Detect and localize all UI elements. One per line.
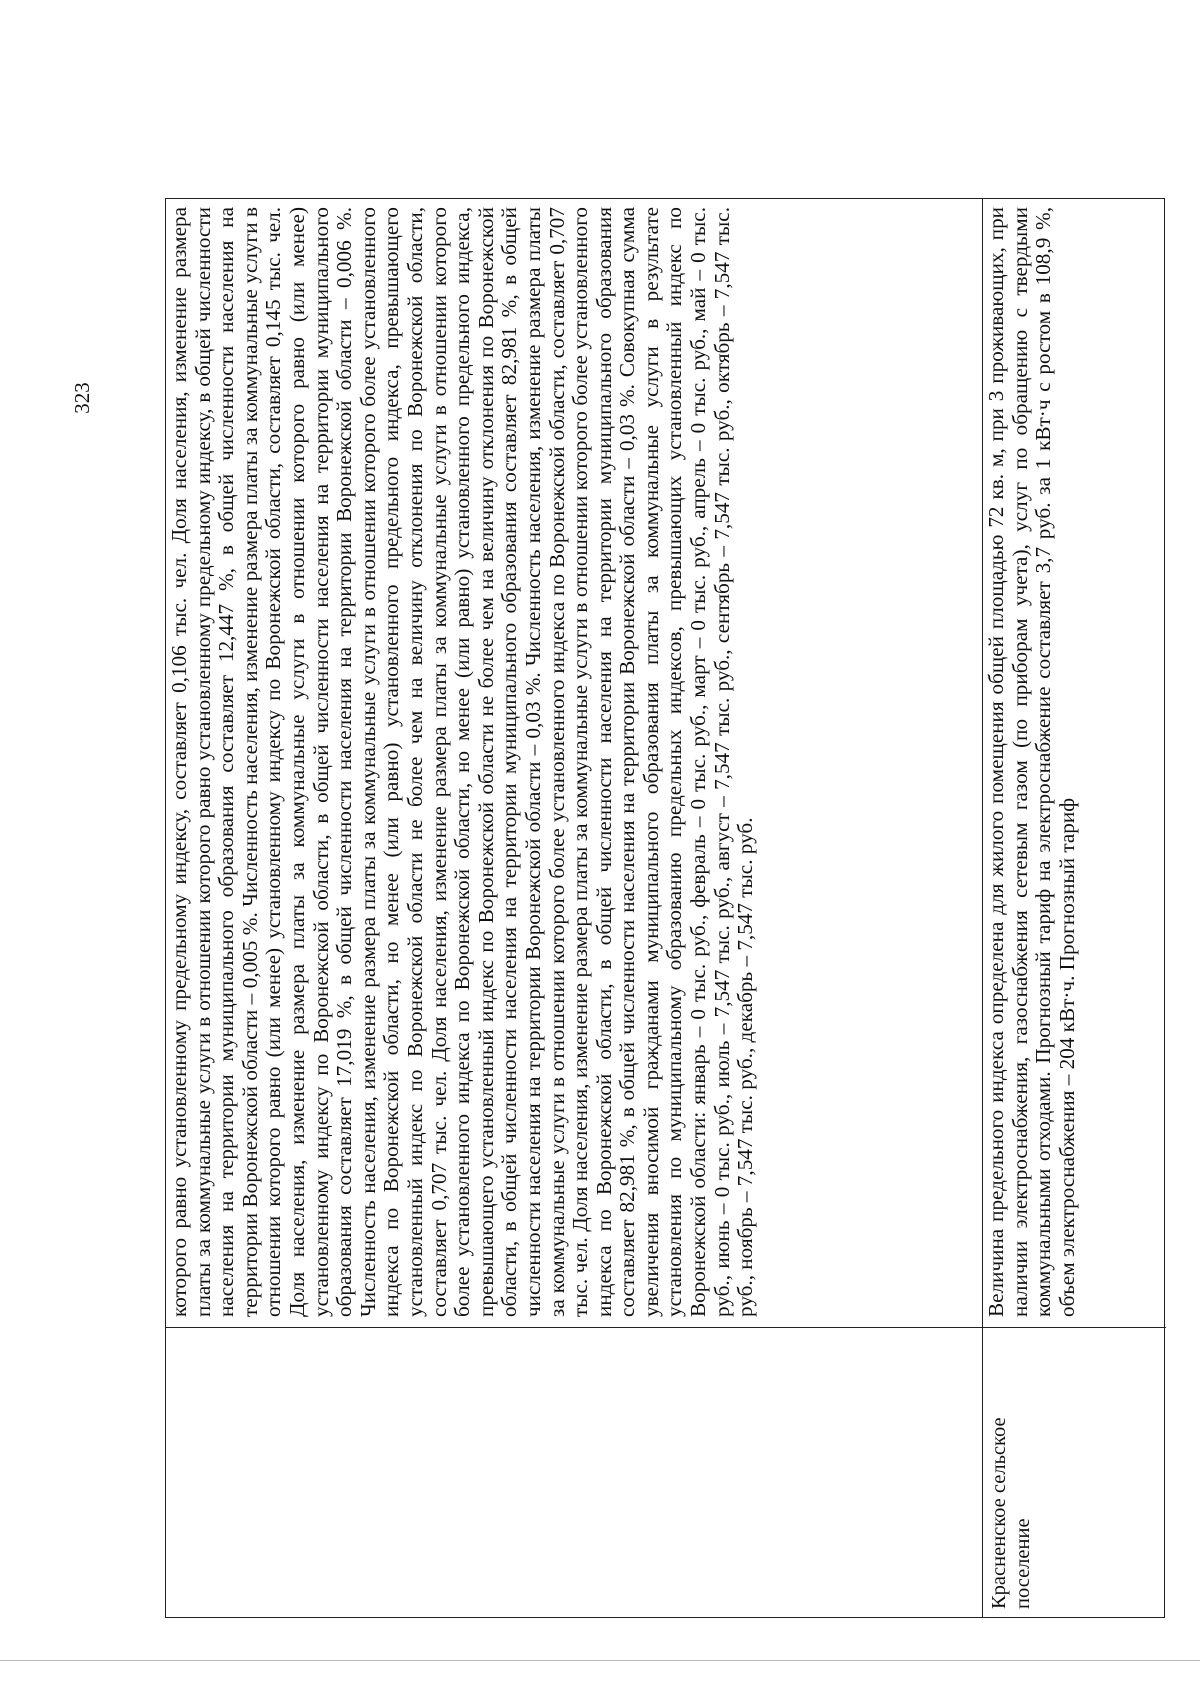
description-cell: Величина предельного индекса определена для жилого помещения общей площадью 72 кв. м, при 3 проживающих, при наличии электроснабжения, газоснабжения сетевым газом (по приборам учета), услуг по обращению с твердыми коммунальными отходами. Прогнозный тариф на электроснабжение составляет 3,7 руб. за 1 кВт·ч с ростом в 108,9 %, объем электроснабжения – 204 кВт·ч. Прогнозный тариф: [984, 207, 1079, 1317]
municipality-name-cell: Красненское сельское поселение: [983, 1327, 1166, 1617]
municipality-name-cell: [166, 1327, 982, 1617]
table-row: [983, 199, 1166, 1617]
data-table: [165, 198, 1165, 1618]
scan-edge-line: [0, 1660, 1200, 1661]
table-row: [166, 199, 983, 1617]
description-cell: которого равно установленному предельному индексу, составляет 0,106 тыс. чел. Доля населения, изменение размера платы за коммунальные услуги в отношении которого равно установленному предельному индексу, в общей численности населения на территории муниципального образования составляет 12,447 %, в общей численности населения на территории Воронежской области – 0,005 %. Численность населения, изменение размера платы за коммунальные услуги в отношении которого равно (или менее) установленному индексу по Воронежской области, составляет 0,145 тыс. чел. Доля населения, изменение размера платы за коммунальные услуги в отношении которого равно (или менее) установленному индексу по Воронежской области, в общей численности населения на территории муниципального образования составляет 17,019 %, в общей численности населения на территории Воронежской области – 0,006 %. Численность населения, изменение размера платы за коммунальные услуги в отношении которого более установленного индекса по Воронежской области, но менее (или равно) установленного предельного индекса, превышающего установленный индекс по Воронежской области не более чем на величину отклонения по Воронежской области, составляет 0,707 тыс. чел. Доля населения, изменение размера платы за коммунальные услуги в отношении которого более установленного индекса по Воронежской области, но менее (или равно) установленного предельного индекса, превышающего установленный индекс по Воронежской области не более чем на величину отклонения по Воронежской области, в общей численности населения на территории муниципального образования составляет 82,981 %, в общей численности населения на территории Воронежской области – 0,03 %. Численность населения, изменение размера платы за коммунальные услуги в отношении которого более установленного индекса по Воронежской области, составляет 0,707 тыс. чел. Доля населения, изменение размера платы за коммунальные услуги в отношении которого более установленного индекса по Воронежской области, в общей численности населения на территории муниципального образования составляет 82,981 %, в общей численности населения на территории Воронежской области – 0,03 %. Совокупная сумма увеличения вносимой гражданами муниципального образования платы за коммунальные услуги в результате установления по муниципальному образованию предельных индексов, превышающих установленный индекс по Воронежской области: январь – 0 тыс. руб., февраль – 0 тыс. руб., март – 0 тыс. руб., апрель – 0 тыс. руб., май – 0 тыс. руб., июнь – 0 тыс. руб., июль – 7,547 тыс. руб., август – 7,547 тыс. руб., сентябрь – 7,547 тыс. руб., октябрь – 7,547 тыс. руб., ноябрь – 7,547 тыс. руб., декабрь – 7,547 тыс. руб.: [167, 207, 758, 1317]
page-number: 323: [70, 382, 94, 414]
